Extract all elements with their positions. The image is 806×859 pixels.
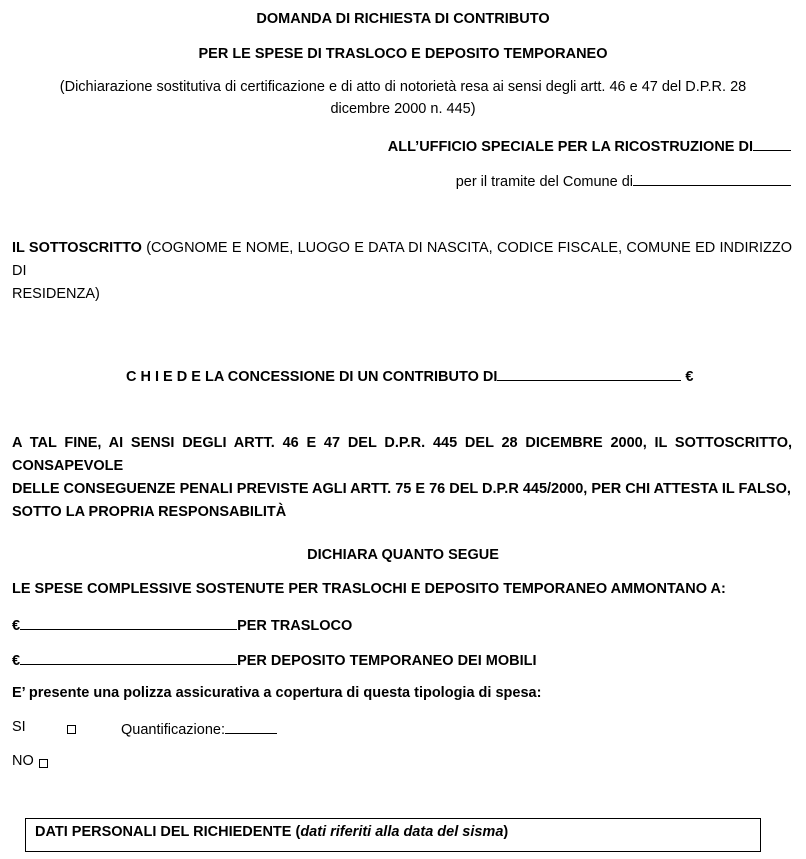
declaration-heading: DICHIARA QUANTO SEGUE (307, 547, 499, 563)
form-subtitle-line-1: (Dichiarazione sostitutiva di certificazione e di atto di notorietà resa ai sensi degli artt. 46 e 47 del D.P.R. 28 (59, 79, 747, 95)
personal-data-title-text: DATI PERSONALI DEL RICHIEDENTE ( (35, 824, 301, 840)
moving-label: PER TRASLOCO (237, 618, 353, 634)
signer-details-line-1: (COGNOME E NOME, LUOGO E DATA DI NASCITA, CODICE FISCALE, COMUNE ED INDIRIZZO DI (12, 240, 792, 279)
signer-label: IL SOTTOSCRITTO (12, 240, 142, 256)
storage-expense-row (12, 650, 537, 669)
addressee-office-label: ALL’UFFICIO SPECIALE PER LA RICOSTRUZIONE DI (387, 139, 753, 155)
signer-paragraph (12, 237, 792, 306)
comune-field[interactable] (633, 171, 791, 186)
insurance-yes-label: SI (12, 719, 26, 735)
request-line (126, 366, 694, 385)
quantification-label: Quantificazione: (121, 722, 225, 738)
addressee-comune-label: per il tramite del Comune di (455, 174, 633, 190)
office-city-field[interactable] (753, 136, 791, 151)
moving-amount-field[interactable] (20, 615, 237, 630)
declaration-intro-line-3: SOTTO LA PROPRIA RESPONSABILITÀ (12, 504, 287, 520)
expenses-intro: LE SPESE COMPLESSIVE SOSTENUTE PER TRASLOCHI E DEPOSITO TEMPORANEO AMMONTANO A: (12, 581, 726, 597)
addressee-office (388, 136, 791, 155)
declaration-intro-line-2: DELLE CONSEGUENZE PENALI PREVISTE AGLI ARTT. 75 E 76 DEL D.P.R 445/2000, PER CHI ATTESTA IL FALSO, (12, 481, 791, 497)
declaration-intro (12, 432, 792, 524)
request-text: C H I E D E LA CONCESSIONE DI UN CONTRIBUTO DI (126, 369, 498, 385)
form-subtitle-line-2: dicembre 2000 n. 445) (330, 101, 476, 117)
quantification-row (121, 719, 277, 738)
storage-currency: € (12, 653, 21, 669)
insurance-no-label: NO (12, 753, 34, 769)
moving-expense-row (12, 615, 352, 634)
declaration-intro-line-1: A TAL FINE, AI SENSI DEGLI ARTT. 46 E 47 DEL D.P.R. 445 DEL 28 DICEMBRE 2000, IL SOTTOSCRITTO, CONSAPEVOLE (12, 435, 792, 474)
insurance-yes-checkbox[interactable] (67, 725, 76, 734)
quantification-field[interactable] (225, 719, 277, 734)
contribution-amount-field[interactable] (497, 366, 681, 381)
insurance-no-checkbox[interactable] (39, 759, 48, 768)
form-title-line-2: PER LE SPESE DI TRASLOCO E DEPOSITO TEMPORANEO (198, 46, 608, 62)
personal-data-box (25, 818, 761, 852)
storage-amount-field[interactable] (20, 650, 237, 665)
form-title-line-1: DOMANDA DI RICHIESTA DI CONTRIBUTO (256, 11, 550, 27)
signer-details-line-2: RESIDENZA) (12, 286, 100, 302)
personal-data-title-note: dati riferiti alla data del sisma (300, 824, 504, 840)
personal-data-title-end: ) (503, 824, 509, 840)
personal-data-title (35, 824, 508, 840)
storage-label: PER DEPOSITO TEMPORANEO DEI MOBILI (237, 653, 537, 669)
insurance-question: E’ presente una polizza assicurativa a copertura di questa tipologia di spesa: (12, 685, 542, 701)
request-currency: € (685, 369, 694, 385)
addressee-comune (456, 171, 791, 190)
moving-currency: € (12, 618, 21, 634)
